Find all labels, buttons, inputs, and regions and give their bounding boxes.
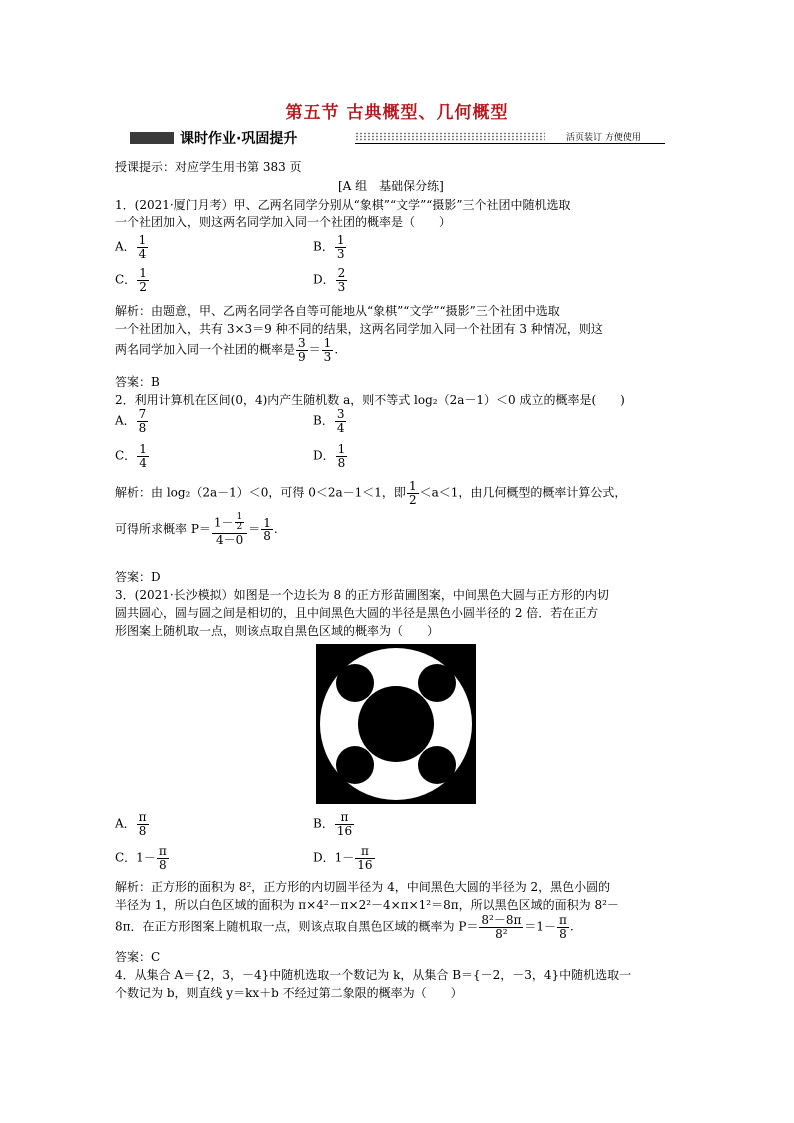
q2-line1: 2．利用计算机在区间(0，4)内产生随机数 a，则不等式 log₂（2a－1）＜0 成立的概率是( ) xyxy=(115,393,625,407)
q3-answer: 答案：C xyxy=(115,950,161,964)
small-black-circle-tl xyxy=(336,664,374,702)
section-bar-note: 活页装订 方便使用 xyxy=(566,133,641,143)
q4-line2: 个数记为 b，则直线 y＝kx＋b 不经过第二象限的概率为（ ） xyxy=(115,986,463,1000)
q3-line1: 3．(2021·长沙模拟）如图是一个边长为 8 的正方形苗圃图案，中间黑色大圆与正方形的内切 xyxy=(115,588,609,602)
q1-option-c: C． $\frac{1}{2}$ xyxy=(115,266,147,294)
large-black-circle xyxy=(358,686,434,762)
q1-option-d: D． $\frac{2}{3}$ xyxy=(313,266,346,294)
q3-option-c: C．1－ $\frac{\pi}{8}$ xyxy=(115,844,167,872)
small-black-circle-bl xyxy=(336,746,374,784)
q4-line1: 4．从集合 A＝{2，3，－4}中随机选取一个数记为 k，从集合 B＝{－2，－3，4}中随机选取一 xyxy=(115,968,632,982)
garden-pattern-figure xyxy=(316,644,476,804)
section-bar-dots xyxy=(355,132,545,141)
q3-solution-line3: 8π．在正方形图案上随机取一点，则该点取自黑色区域的概率为 P＝ $\frac{\text{8²－8π}}{\text{8²}}$ ＝1－ $\frac{\pi}{8}$ . xyxy=(115,913,574,941)
q1-line1: 1．(2021·厦门月考）甲、乙两名同学分别从“象棋”“文学”“摄影”三个社团中随机选取 xyxy=(115,198,571,212)
q3-option-a: A． $\frac{\pi}{8}$ xyxy=(115,810,147,838)
q1-line2: 一个社团加入，则这两名同学加入同一个社团的概率是（ ） xyxy=(115,215,452,229)
q2-solution-line2: 可得所求概率 P＝ 1－ $\frac{1}{2}$ 4－0 ＝ $\frac{1}{8}$ . xyxy=(115,512,278,547)
section-bar-rule xyxy=(355,143,665,144)
small-black-circle-br xyxy=(418,746,456,784)
q1-option-b: B． $\frac{1}{3}$ xyxy=(313,233,345,261)
q2-option-d: D． $\frac{1}{8}$ xyxy=(313,442,346,470)
small-black-circle-tr xyxy=(418,664,456,702)
q1-option-a: A． $\frac{1}{4}$ xyxy=(115,233,147,261)
q3-option-d: D．1－ $\frac{\pi}{16}$ xyxy=(313,844,373,872)
group-heading: [A 组 基础保分练] xyxy=(338,179,444,193)
q1-solution-line2: 一个社团加入，共有 3×3＝9 种不同的结果，这两名同学加入同一个社团有 3 种情况，则这 xyxy=(115,322,603,336)
section-bar-block xyxy=(130,132,174,144)
q3-solution-line2: 半径为 1，所以白色区域的面积为 π×4²－π×2²－4×π×1²＝8π，所以黑色区域的面积为 8²－ xyxy=(115,898,619,912)
teaching-hint: 授课提示：对应学生用书第 383 页 xyxy=(115,160,302,174)
q2-option-a: A． $\frac{7}{8}$ xyxy=(115,407,147,435)
q1-solution-line1: 解析：由题意，甲、乙两名同学各自等可能地从“象棋”“文学”“摄影”三个社团中选取 xyxy=(115,304,560,318)
q2-option-c: C． $\frac{1}{4}$ xyxy=(115,442,147,470)
q2-solution-line1: 解析：由 log₂（2a－1）＜0，可得 0＜2a－1＜1，即 $\frac{1}{2}$ ＜a＜1，由几何概型的概率计算公式， xyxy=(115,479,627,507)
q1-solution-line3: 两名同学加入同一个社团的概率是 $\frac{3}{9}$ ＝ $\frac{1}{3}$ . xyxy=(115,336,339,364)
q3-line2: 圆共圆心，圆与圆之间是相切的，且中间黑色大圆的半径是黑色小圆半径的 2 倍．若在正方 xyxy=(115,606,599,620)
q2-answer: 答案：D xyxy=(115,570,161,584)
section-bar-title: 课时作业·巩固提升 xyxy=(180,131,298,147)
q3-solution-line1: 解析：正方形的面积为 8²，正方形的内切圆半径为 4，中间黑色大圆的半径为 2，黑色小圆的 xyxy=(115,880,611,894)
page-title: 第五节 古典概型、几何概型 xyxy=(285,103,509,123)
q1-answer: 答案：B xyxy=(115,375,160,389)
q2-option-b: B． $\frac{3}{4}$ xyxy=(313,407,345,435)
q3-line3: 形图案上随机取一点，则该点取自黑色区域的概率为（ ） xyxy=(115,624,440,638)
q3-option-b: B． $\frac{\pi}{16}$ xyxy=(313,810,353,838)
